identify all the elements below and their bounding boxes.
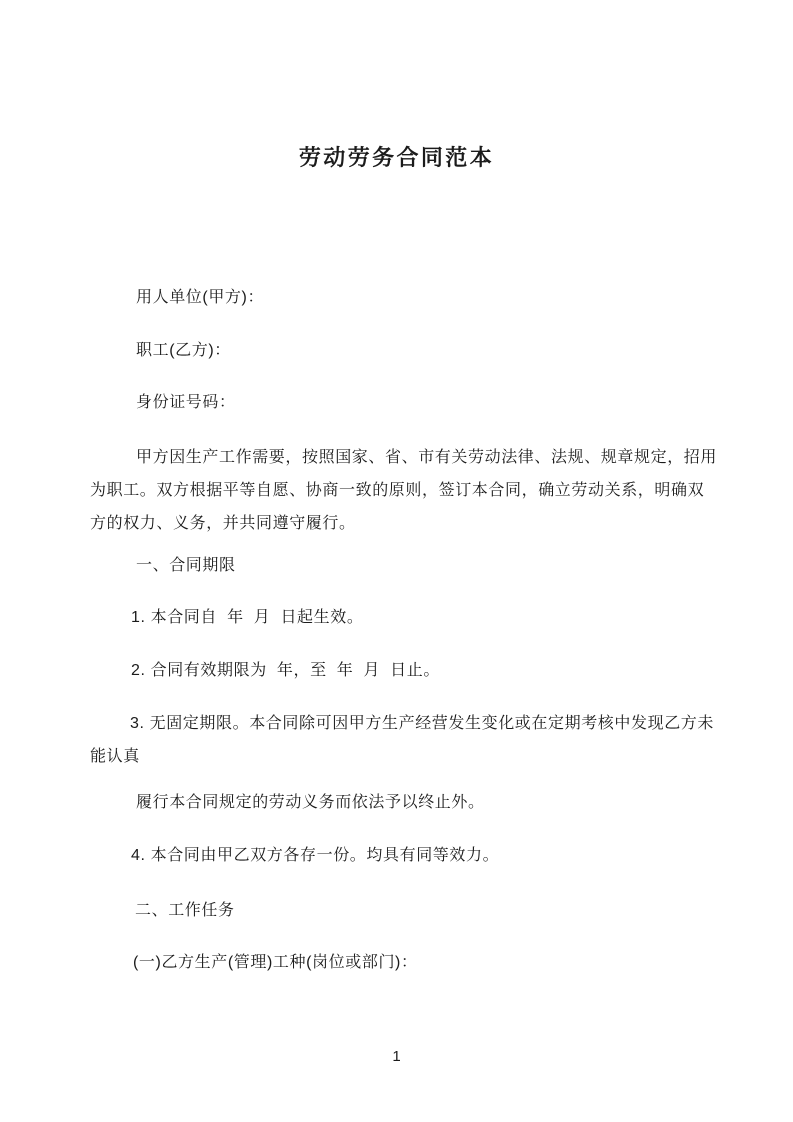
preamble-line-3: 方的权力、义务，并共同遵守履行。 — [90, 515, 356, 532]
field-party-b: 职工(乙方)： — [136, 342, 231, 359]
contract-item-4: 4. 本合同由甲乙双方各存一份。均具有同等效力。 — [131, 847, 500, 864]
contract-item-1: 1. 本合同自 年 月 日起生效。 — [131, 609, 364, 626]
page-number: 1 — [392, 1048, 401, 1065]
contract-item-3-continuation: 履行本合同规定的劳动义务而依法予以终止外。 — [136, 794, 485, 811]
contract-item-3-line-2: 能认真 — [90, 748, 140, 765]
contract-item-3-line-1: 3. 无固定期限。本合同除可因甲方生产经营发生变化或在定期考核中发现乙方未 — [130, 715, 714, 732]
contract-item-2: 2. 合同有效期限为 年，至 年 月 日止。 — [131, 662, 440, 679]
field-party-a: 用人单位(甲方)： — [136, 289, 265, 306]
preamble-line-1: 甲方因生产工作需要，按照国家、省、市有关劳动法律、法规、规章规定，招用 — [136, 449, 718, 466]
preamble-line-2: 为职工。双方根据平等自愿、协商一致的原则，签订本合同，确立劳动关系，明确双 — [90, 482, 705, 499]
section2-heading: 二、工作任务 — [135, 902, 235, 919]
document-title: 劳动劳务合同范本 — [298, 145, 495, 170]
section1-heading: 一、合同期限 — [136, 557, 236, 574]
field-id-number: 身份证号码： — [136, 394, 236, 411]
section2-item-1: (一)乙方生产(管理)工种(岗位或部门)： — [133, 954, 418, 971]
